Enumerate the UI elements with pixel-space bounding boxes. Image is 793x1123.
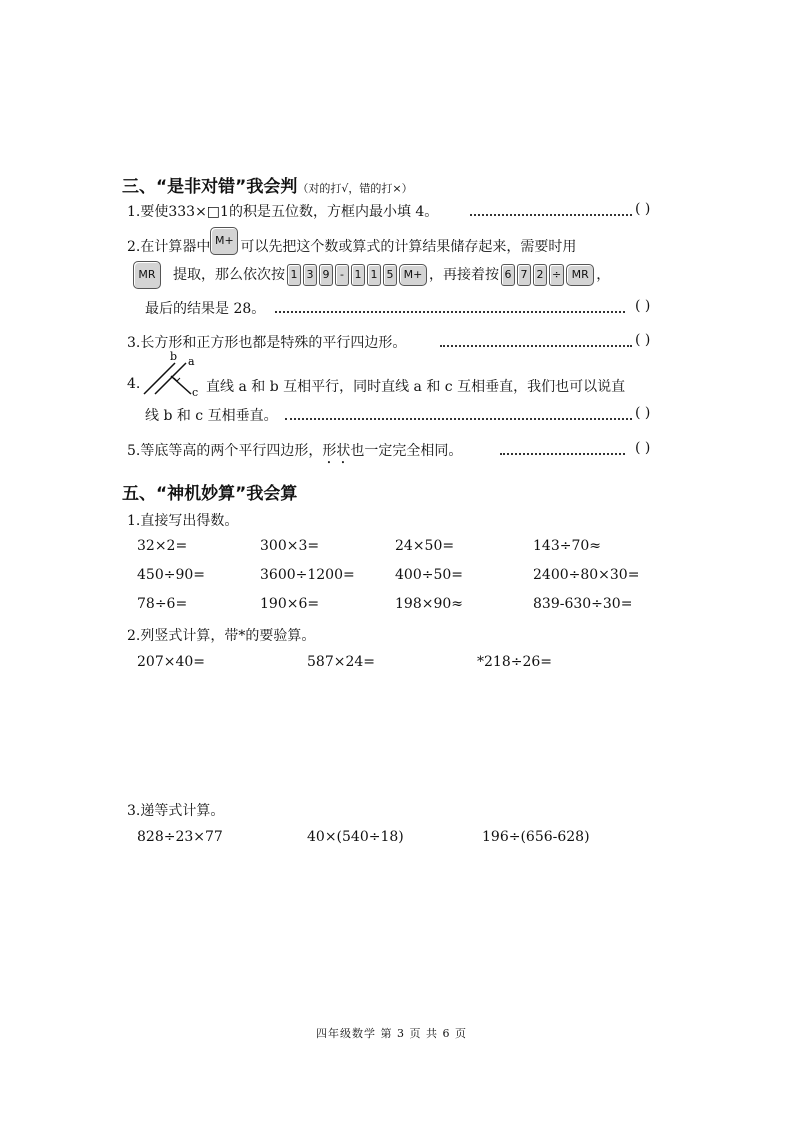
section3-title: 三、“是非对错”我会判 xyxy=(122,177,298,197)
q5-emphasis: 形状 xyxy=(322,443,351,459)
q2-text-part1: 2.在计算器中 xyxy=(127,239,211,255)
calculator-key: 6 xyxy=(501,264,515,286)
label-c: c xyxy=(192,386,199,396)
dot-leader xyxy=(500,453,625,455)
oral-calc-item: 24×50= xyxy=(395,538,455,554)
dot-leader xyxy=(470,214,632,216)
calculator-key: ÷ xyxy=(549,264,564,286)
answer-paren-q3[interactable]: ( ) xyxy=(635,332,651,348)
section5-title: 五、“神机妙算”我会算 xyxy=(122,484,298,504)
stepwise-calc-3: 196÷(656-628) xyxy=(482,829,590,845)
vertical-calc-3: *218÷26= xyxy=(477,654,552,670)
oral-calc-item: 78÷6= xyxy=(137,596,188,612)
key-sequence-2 xyxy=(501,267,596,283)
dot-leader xyxy=(440,345,632,347)
judge-q2-line1 xyxy=(127,233,576,261)
oral-calc-item: 300×3= xyxy=(260,538,320,554)
right-angle-mark xyxy=(174,378,180,381)
judge-q3: 3.长方形和正方形也都是特殊的平行四边形。 xyxy=(127,335,407,351)
oral-calc-item: 3600÷1200= xyxy=(260,567,355,583)
oral-calc-item: 190×6= xyxy=(260,596,320,612)
page-footer: 四年级数学 第 3 页 共 6 页 xyxy=(316,1027,467,1040)
q2-comma: ， xyxy=(596,267,611,283)
calculator-key: 2 xyxy=(533,264,547,286)
dot-leader xyxy=(285,418,632,420)
oral-calc-item: 400÷50= xyxy=(395,567,463,583)
calc-q2: 2.列竖式计算，带*的要验算。 xyxy=(127,628,316,644)
stepwise-calc-2: 40×(540÷18) xyxy=(307,829,404,845)
calculator-key: 1 xyxy=(287,264,301,286)
oral-calc-item: 198×90≈ xyxy=(395,596,463,612)
answer-paren-q5[interactable]: ( ) xyxy=(635,440,651,456)
calc-q3: 3.递等式计算。 xyxy=(127,803,225,819)
calculator-key: 7 xyxy=(517,264,531,286)
lines-figure xyxy=(142,350,202,396)
q2-text-part4: ，再接着按 xyxy=(429,267,499,283)
oral-calc-item: 450÷90= xyxy=(137,567,205,583)
calculator-key: 3 xyxy=(303,264,317,286)
judge-q1: 1.要使333×□1的积是五位数，方框内最小填 4。 xyxy=(127,204,439,220)
calc-q1: 1.直接写出得数。 xyxy=(127,513,239,529)
q2-text-part2: 可以先把这个数或算式的计算结果储存起来，需要时用 xyxy=(240,239,577,255)
vertical-calc-1: 207×40= xyxy=(137,654,205,670)
oral-calc-item: 143÷70≈ xyxy=(533,538,601,554)
label-b: b xyxy=(170,350,178,363)
q2-text-part3: 提取，那么依次按 xyxy=(173,267,285,283)
calculator-key: 1 xyxy=(367,264,381,286)
section3-heading xyxy=(122,172,413,197)
q4-number: 4. xyxy=(127,376,141,392)
calculator-key: - xyxy=(335,264,349,286)
calculator-key: MR xyxy=(566,264,594,286)
oral-calc-item: 839-630÷30= xyxy=(533,596,633,612)
judge-q5 xyxy=(127,440,462,467)
judge-q2-line2 xyxy=(133,261,610,289)
q5-text-pre: 5.等底等高的两个平行四边形， xyxy=(127,443,323,459)
judge-q4-line1: 直线 a 和 b 互相平行，同时直线 a 和 c 互相垂直，我们也可以说直 xyxy=(206,379,626,395)
q5-text-post: 也一定完全相同。 xyxy=(350,443,463,459)
answer-paren-q4[interactable]: ( ) xyxy=(635,405,651,421)
calculator-key: M+ xyxy=(399,264,427,286)
calculator-key: 1 xyxy=(351,264,365,286)
vertical-calc-2: 587×24= xyxy=(307,654,375,670)
key-mplus: M+ xyxy=(210,227,238,255)
answer-paren-q1[interactable]: ( ) xyxy=(635,201,651,217)
key-sequence-1 xyxy=(287,267,429,283)
calculator-key: 5 xyxy=(383,264,397,286)
dot-leader xyxy=(275,311,625,313)
label-a: a xyxy=(188,355,195,368)
answer-paren-q2[interactable]: ( ) xyxy=(635,298,651,314)
key-mr: MR xyxy=(133,261,161,289)
judge-q2-line3: 最后的结果是 28。 xyxy=(145,301,266,317)
calculator-key: 9 xyxy=(319,264,333,286)
stepwise-calc-1: 828÷23×77 xyxy=(137,829,223,845)
section3-note: （对的打√，错的打×） xyxy=(297,182,413,195)
oral-calc-item: 32×2= xyxy=(137,538,188,554)
oral-calc-item: 2400÷80×30= xyxy=(533,567,640,583)
judge-q4-line2: 线 b 和 c 互相垂直。 xyxy=(145,408,278,424)
